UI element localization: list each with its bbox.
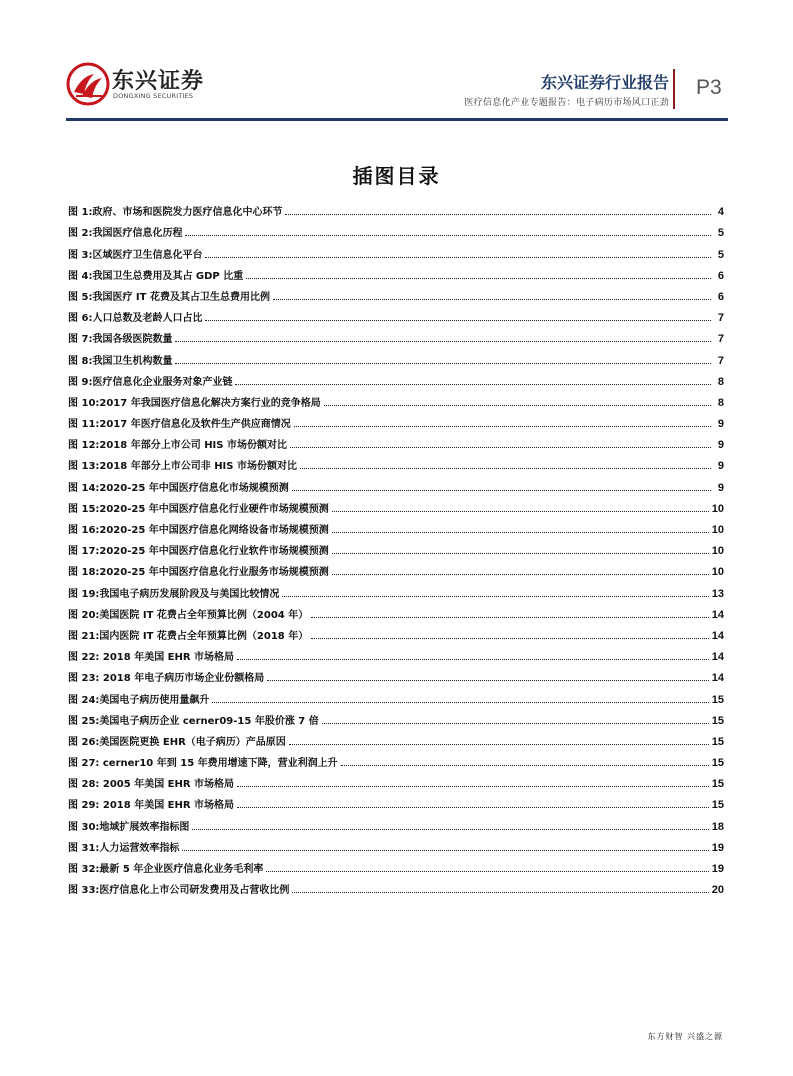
toc-leader-dots (294, 426, 711, 427)
toc-entry-page: 8 (717, 396, 724, 409)
page-number: P3 (696, 76, 722, 99)
toc-entry-page: 15 (711, 799, 724, 812)
toc-entry[interactable] (68, 261, 724, 282)
toc-entry-label: 图 3:区域医疗卫生信息化平台 (68, 249, 203, 261)
toc-entry-page: 15 (711, 778, 724, 791)
toc-entry-label: 图 22: 2018 年美国 EHR 市场格局 (68, 652, 235, 664)
toc-leader-dots (246, 278, 711, 279)
toc-entry[interactable] (68, 663, 724, 684)
toc-entry[interactable] (68, 367, 724, 388)
toc-entry[interactable] (68, 833, 724, 854)
toc-entry-label: 图 9:医疗信息化企业服务对象产业链 (68, 376, 233, 388)
toc-leader-dots (267, 680, 709, 681)
toc-entry-label: 图 23: 2018 年电子病历市场企业份额格局 (68, 673, 265, 685)
toc-leader-dots (205, 320, 711, 321)
toc-entry[interactable] (68, 769, 724, 790)
toc-leader-dots (311, 638, 709, 639)
toc-entry-label: 图 30:地域扩展效率指标图 (68, 821, 190, 833)
toc-leader-dots (212, 702, 708, 703)
toc-entry[interactable] (68, 875, 724, 896)
toc-entry-label: 图 15:2020-25 年中国医疗信息化行业硬件市场规模预测 (68, 503, 329, 515)
toc-leader-dots (205, 257, 711, 258)
toc-entry-label: 图 5:我国医疗 IT 花费及其占卫生总费用比例 (68, 291, 270, 303)
toc-entry-page: 10 (711, 566, 724, 579)
toc-entry-label: 图 28: 2005 年美国 EHR 市场格局 (68, 779, 235, 791)
toc-entry[interactable] (68, 388, 724, 409)
company-logo-icon (66, 62, 110, 106)
toc-leader-dots (273, 299, 711, 300)
toc-entry-label: 图 16:2020-25 年中国医疗信息化网络设备市场规模预测 (68, 525, 329, 536)
toc-entry-page: 10 (711, 524, 724, 536)
toc-entry-label: 图 10:2017 年我国医疗信息化解决方案行业的竞争格局 (68, 397, 321, 409)
toc-entry-label: 图 33:医疗信息化上市公司研发费用及占营收比例 (68, 885, 290, 897)
toc-entry-page: 6 (717, 290, 724, 303)
logo-text-cn: 东兴证券 (112, 69, 205, 94)
toc-entry[interactable] (68, 324, 724, 345)
toc-leader-dots (290, 447, 711, 448)
toc-entry[interactable] (68, 430, 724, 451)
toc-entry-page: 14 (711, 651, 724, 664)
toc-entry-page: 13 (711, 587, 724, 600)
toc-entry-label: 图 20:美国医院 IT 花费占全年预算比例（2004 年） (68, 609, 309, 621)
toc-entry[interactable] (68, 303, 724, 324)
toc-entry-label: 图 11:2017 年医疗信息化及软件生产供应商情况 (68, 419, 291, 431)
toc-entry-page: 20 (711, 884, 724, 897)
figure-toc (68, 197, 724, 896)
toc-entry-page: 9 (717, 481, 724, 494)
toc-entry[interactable] (68, 472, 724, 493)
toc-entry-page: 15 (711, 757, 724, 770)
toc-entry-page: 18 (711, 820, 724, 833)
toc-entry-label: 图 32:最新 5 年企业医疗信息化业务毛利率 (68, 864, 264, 875)
toc-entry-label: 图 24:美国电子病历使用量飙升 (68, 694, 210, 706)
toc-leader-dots (332, 532, 709, 533)
report-subtitle: 医疗信息化产业专题报告：电子病历市场风口正劲 (464, 98, 669, 108)
toc-leader-dots (285, 214, 711, 215)
toc-entry[interactable] (68, 578, 724, 599)
toc-entry-page: 9 (717, 439, 724, 452)
toc-entry-page: 14 (711, 608, 724, 621)
toc-leader-dots (332, 511, 709, 512)
toc-entry-label: 图 26:美国医院更换 EHR（电子病历）产品原因 (68, 736, 286, 748)
toc-entry-page: 9 (717, 418, 724, 431)
toc-entry-label: 图 6:人口总数及老龄人口占比 (68, 313, 203, 325)
toc-leader-dots (311, 617, 709, 618)
toc-entry-page: 8 (717, 375, 724, 388)
toc-entry[interactable] (68, 600, 724, 621)
report-title: 东兴证券行业报告 (540, 73, 669, 92)
header-divider (673, 69, 675, 109)
page-header (0, 0, 793, 130)
toc-leader-dots (237, 807, 709, 808)
toc-leader-dots (175, 363, 711, 364)
toc-entry[interactable] (68, 684, 724, 705)
toc-entry-page: 19 (711, 841, 724, 854)
toc-entry[interactable] (68, 345, 724, 366)
logo-text-en: DONGXING SECURITIES (113, 92, 194, 100)
toc-entry-label: 图 4:我国卫生总费用及其占 GDP 比重 (68, 270, 244, 282)
toc-leader-dots (185, 235, 711, 236)
toc-entry-page: 5 (717, 227, 724, 240)
toc-leader-dots (192, 829, 708, 830)
toc-entry-label: 图 13:2018 年部分上市公司非 HIS 市场份额对比 (68, 461, 297, 473)
toc-entry[interactable] (68, 218, 724, 239)
toc-entry[interactable] (68, 642, 724, 663)
footer-slogan: 东方财智 兴盛之源 (647, 1032, 723, 1041)
toc-leader-dots (237, 659, 709, 660)
toc-leader-dots (300, 468, 711, 469)
header-rule (66, 118, 728, 121)
company-logo (66, 62, 216, 108)
toc-entry[interactable] (68, 748, 724, 769)
toc-entry-label: 图 14:2020-25 年中国医疗信息化市场规模预测 (68, 482, 289, 494)
toc-entry[interactable] (68, 811, 724, 832)
toc-entry[interactable] (68, 727, 724, 748)
toc-entry-page: 7 (717, 312, 724, 325)
toc-leader-dots (324, 405, 711, 406)
toc-entry-label: 图 12:2018 年部分上市公司 HIS 市场份额对比 (68, 440, 287, 452)
toc-leader-dots (322, 723, 709, 724)
toc-leader-dots (237, 786, 709, 787)
toc-entry[interactable] (68, 451, 724, 472)
toc-leader-dots (182, 850, 708, 851)
toc-entry-label: 图 31:人力运营效率指标 (68, 842, 180, 854)
toc-entry[interactable] (68, 239, 724, 260)
toc-entry-page: 7 (717, 354, 724, 367)
toc-entry[interactable] (68, 621, 724, 642)
toc-leader-dots (332, 553, 709, 554)
toc-entry[interactable] (68, 282, 724, 303)
toc-leader-dots (235, 384, 711, 385)
toc-entry[interactable] (68, 557, 724, 578)
toc-entry[interactable] (68, 494, 724, 515)
toc-leader-dots (266, 871, 708, 872)
toc-entry[interactable] (68, 197, 724, 218)
toc-entry-page: 10 (711, 502, 724, 515)
toc-entry[interactable] (68, 790, 724, 811)
toc-entry-label: 图 25:美国电子病历企业 cerner09-15 年股价涨 7 倍 (68, 715, 319, 727)
toc-entry-page: 19 (711, 863, 724, 875)
toc-entry[interactable] (68, 706, 724, 727)
toc-entry-page: 7 (717, 333, 724, 346)
toc-leader-dots (175, 341, 711, 342)
toc-entry-label: 图 1:政府、市场和医院发力医疗信息化中心环节 (68, 207, 283, 219)
toc-entry-page: 4 (717, 206, 724, 219)
toc-leader-dots (341, 765, 709, 766)
toc-entry-page: 15 (711, 735, 724, 748)
toc-entry-page: 14 (711, 672, 724, 685)
toc-entry[interactable] (68, 536, 724, 557)
toc-entry[interactable] (68, 515, 724, 536)
toc-entry-label: 图 17:2020-25 年中国医疗信息化行业软件市场规模预测 (68, 546, 329, 558)
toc-entry-label: 图 27: cerner10 年到 15 年费用增速下降，营业利润上升 (68, 758, 338, 770)
toc-entry[interactable] (68, 409, 724, 430)
toc-entry-label: 图 18:2020-25 年中国医疗信息化行业服务市场规模预测 (68, 567, 329, 579)
toc-entry-label: 图 8:我国卫生机构数量 (68, 355, 173, 367)
toc-entry-page: 15 (711, 693, 724, 706)
toc-entry-label: 图 2:我国医疗信息化历程 (68, 228, 183, 240)
toc-leader-dots (282, 596, 708, 597)
toc-leader-dots (292, 490, 711, 491)
toc-leader-dots (332, 574, 709, 575)
toc-entry[interactable] (68, 854, 724, 875)
toc-entry-page: 6 (717, 269, 724, 282)
toc-entry-page: 9 (717, 460, 724, 473)
toc-entry-page: 15 (711, 714, 724, 727)
toc-entry-label: 图 19:我国电子病历发展阶段及与美国比较情况 (68, 588, 280, 600)
toc-entry-label: 图 29: 2018 年美国 EHR 市场格局 (68, 800, 235, 812)
toc-entry-page: 5 (717, 248, 724, 261)
toc-entry-label: 图 21:国内医院 IT 花费占全年预算比例（2018 年） (68, 630, 309, 642)
toc-entry-label: 图 7:我国各级医院数量 (68, 334, 173, 346)
toc-title: 插图目录 (352, 164, 441, 188)
toc-entry-page: 14 (711, 629, 724, 642)
toc-leader-dots (292, 892, 708, 893)
toc-leader-dots (289, 744, 709, 745)
toc-entry-page: 10 (711, 545, 724, 558)
